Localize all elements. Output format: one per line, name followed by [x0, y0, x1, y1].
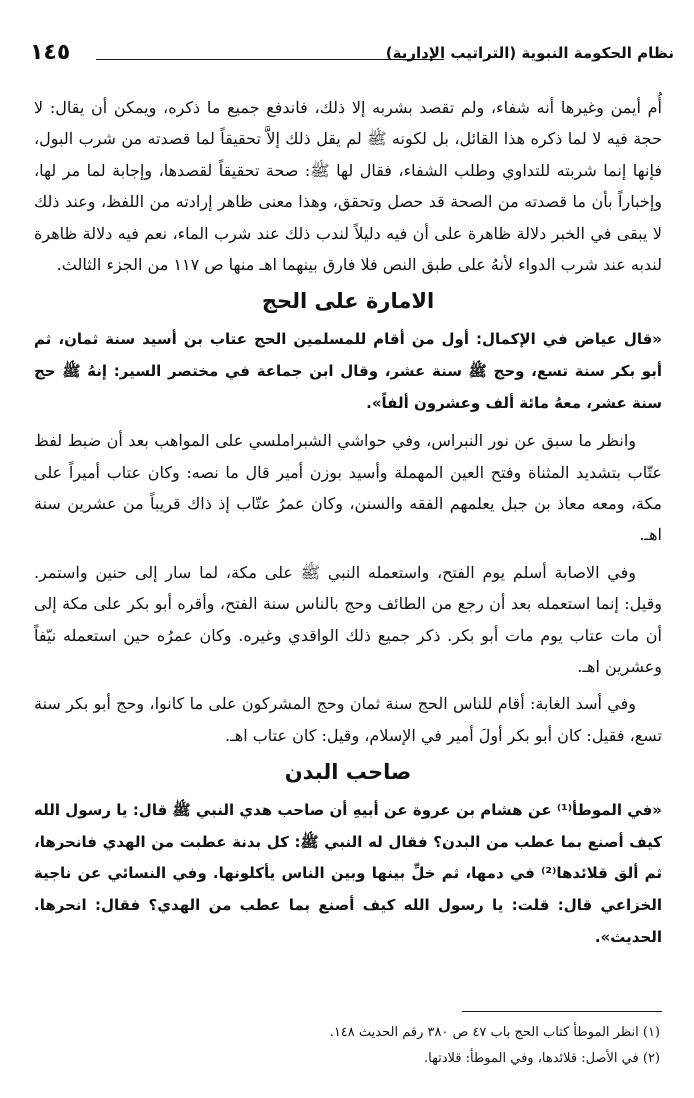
body-paragraph: وانظر ما سبق عن نور النبراس، وفي حواشي الشبراملسي على المواهب بعد أن ضبط لفظ عتّاب بتشديد المثناة وفتح العين المهملة وأسيد بوزن أمير قال ما نصه: وكان عتاب أميراً على مكة، ومعه معاذ بن جبل يعلمهم الفقه والسنن، وكان عمرُ عتّاب إذ ذاك قريباً من عشرين سنة اهـ.: [34, 431, 662, 545]
section-heading: صاحب البدن: [284, 760, 412, 785]
footnote-divider: [462, 1011, 662, 1012]
section-heading: الامارة على الحج: [261, 289, 435, 314]
quoted-paragraph: «في الموطأ⁽¹⁾ عن هشام بن عروة عن أبيهِ أن صاحب هدي النبي ﷺ قال: يا رسول الله كيف أصنع بما عطب من البدن؟ فقال له النبي ﷺ: كل بدنة عطبت من الهدي فانحرها، ثم ألق قلائدها⁽²⁾ في دمها، ثم خلِّ بينها وبين الناس يأكلونها. وفي النسائي عن ناجية الخزاعي قال: قلت: يا رسول الله كيف أصنع بما عطب من الهدي؟ فقال: انحرها. الحديث».: [34, 801, 663, 946]
header-title: نظام الحكومة النبوية (التراتيب الإدارية): [380, 44, 674, 62]
body-paragraph: أُم أيمن وغيرها أنه شفاء، ولم تقصد بشربه إلا ذلك، فاندفع جميع ما ذكره، ويمكن أن يقال: لا حجة فيه لا لما ذكره هذا القائل، بل لكونه ﷺ لم يقل ذلك إلاَّ تحقيقاً لما قصدته من شرب البول، فإنها إنما شربته للتداوي وطلب الشفاء، فقال لها ﷺ: صحة تحقيقاً لقصدها، وإجابة لما مر لها، وإخباراً بأن ما قصدته من الصحة قد حصل وتحقق، وهذا معنى ظاهر إرادته من اللفظ، وعند ذلك لا يبقى في الخبر دلالة ظاهرة على أن فيه دليلاً لندب ذلك عند شرب الماء، نعم فيه دلالة ظاهرة لندبه عند شرب الدواء لأنهُ على طبق النص فلا فارق بينهما اهـ منها ص ١١٧ من الجزء الثالث.: [34, 98, 663, 275]
quoted-paragraph: «قال عياض في الإكمال: أول من أقام للمسلمين الحج عتاب بن أسيد سنة ثمان، ثم أبو بكر سنة تسع، وحج ﷺ سنة عشر، وقال ابن جماعة في مختصر السير: إنهُ ﷺ حج سنة عشر، معهُ مائة ألف وعشرون ألفاً».: [34, 330, 662, 412]
running-header: [30, 40, 674, 70]
page-number: ١٤٥: [30, 40, 71, 65]
footnotes: [40, 1020, 660, 1072]
page-body: [34, 92, 662, 959]
footnote: (٢) في الأصل: قلائدها، وفي الموطأ: قلادتها.: [424, 1051, 660, 1066]
header-rule: [96, 59, 444, 60]
footnote: (١) انظر الموطأ كتاب الحج باب ٤٧ ص ٣٨٠ رقم الحديث ١٤٨.: [329, 1025, 660, 1040]
body-paragraph: وفي الاصابة أسلم يوم الفتح، واستعمله النبي ﷺ على مكة، لما سار إلى حنين واستمر. وقيل: إنما استعمله بعد أن رجع من الطائف وحج بالناس سنة الفتح، وأقره أبو بكر على مكة إلى أن مات عتاب يوم مات أبو بكر. ذكر جميع ذلك الواقدي وغيره. وكان عمرُه حين استعمله نيّفاً وعشرين اهـ.: [34, 562, 662, 677]
body-paragraph: وفي أسد الغابة: أقام للناس الحج سنة ثمان وحج المشركون على ما كانوا، وحج أبو بكر سنة تسع، فقيل: كان أبو بكر أولَ أمير في الإسلام، وقيل: كان عتاب اهـ.: [34, 694, 662, 745]
